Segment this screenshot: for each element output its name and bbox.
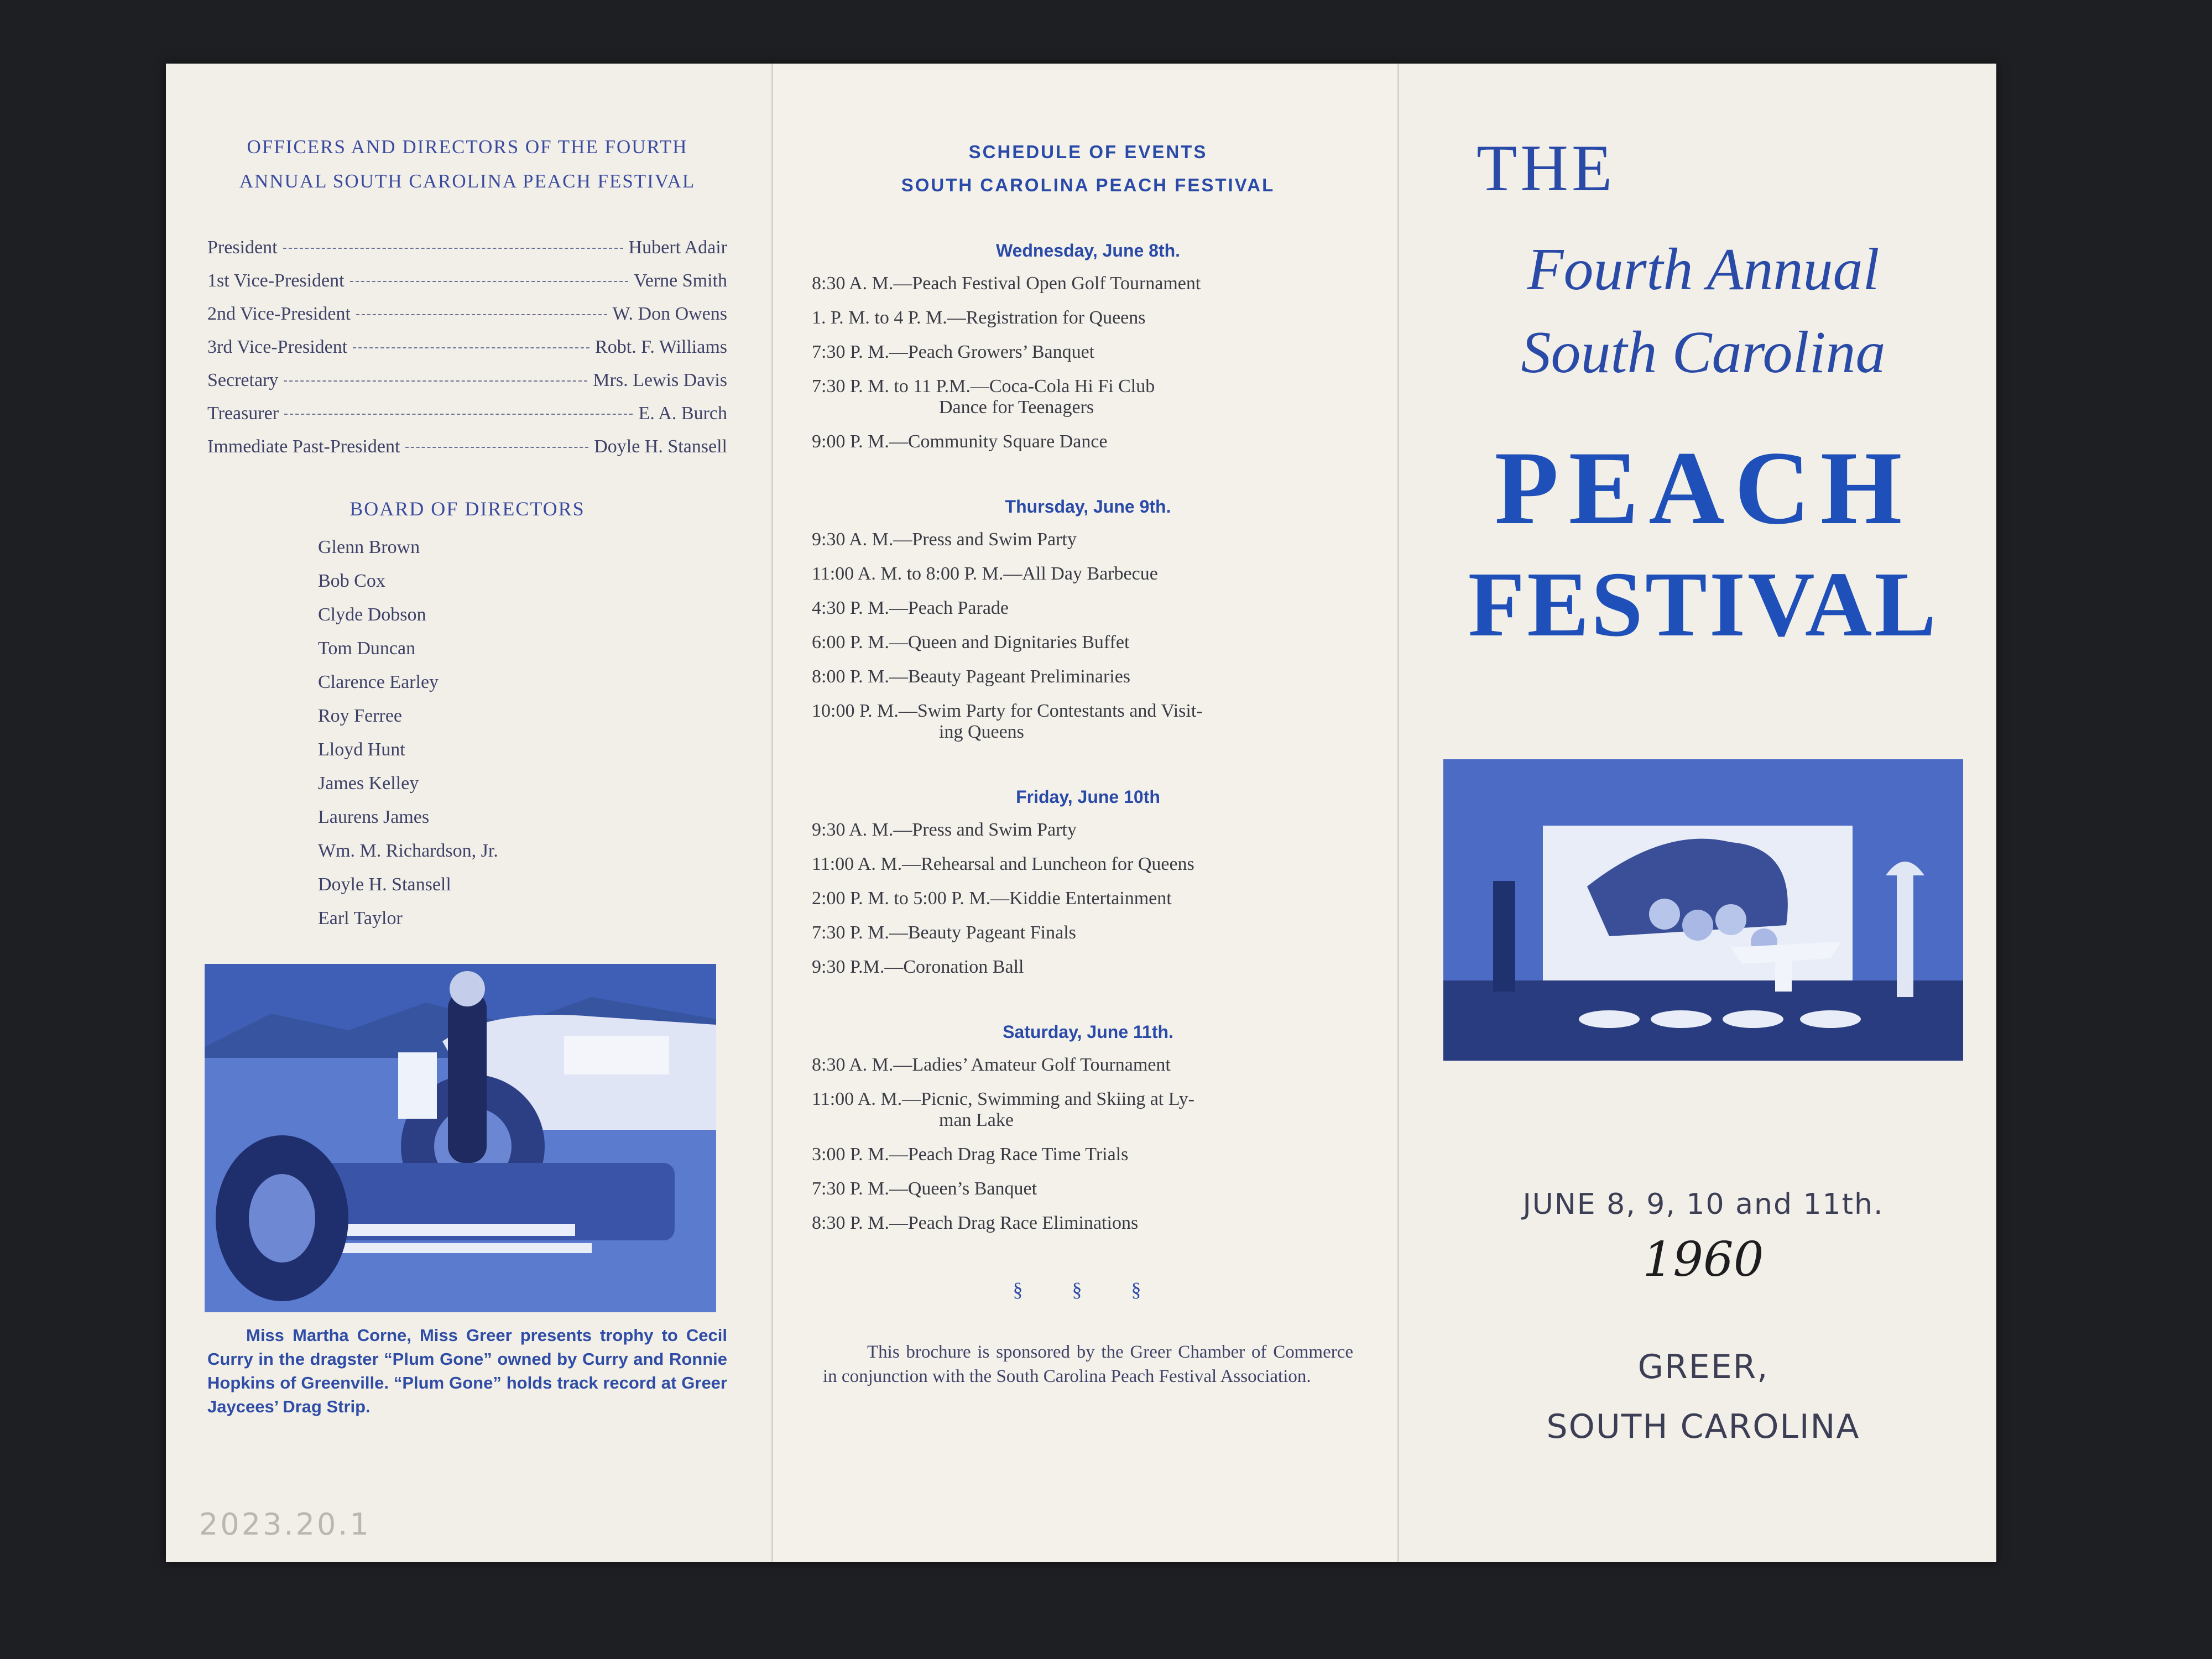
schedule-event [812, 342, 1364, 363]
officer-row [207, 304, 727, 337]
officer-row [207, 237, 727, 270]
officer-row [207, 270, 727, 304]
event-text: 7:30 P. M.—Peach Growers’ Banquet [812, 342, 1095, 362]
board-member: Laurens James [318, 807, 430, 827]
event-text: 9:30 P.M.—Coronation Ball [812, 957, 1024, 977]
officer-name: E. A. Burch [638, 403, 727, 424]
event-text: 9:30 A. M.—Press and Swim Party [812, 529, 1077, 550]
leader-dots [284, 414, 633, 415]
leader-dots [283, 248, 623, 249]
cover-peach: PEACH [1494, 430, 1912, 546]
sponsor-note: This brochure is sponsored by the Greer Chamber of Commerce in conjunction with the South Carolina Peach Festival Association. [823, 1342, 1353, 1386]
board-member: Clyde Dobson [318, 604, 426, 625]
schedule-event [812, 666, 1364, 687]
officer-name: Hubert Adair [628, 237, 727, 258]
officer-role: President [207, 237, 278, 258]
schedule-event [812, 529, 1364, 550]
schedule-event [812, 1144, 1364, 1165]
event-text-continued: Dance for Teenagers [939, 397, 1094, 418]
officer-role: Immediate Past-President [207, 436, 400, 457]
leader-dots [284, 380, 587, 382]
event-text: 11:00 A. M.—Rehearsal and Luncheon for Queens [812, 854, 1194, 874]
officer-role: Treasurer [207, 403, 279, 424]
officers-heading [207, 130, 727, 199]
schedule-event [812, 922, 1364, 943]
schedule-event [812, 701, 1364, 743]
event-text-continued: man Lake [939, 1110, 1014, 1130]
accession-number: 2023.20.1 [199, 1507, 371, 1542]
festival-dates: JUNE 8, 9, 10 and 11th. [1522, 1188, 1884, 1221]
schedule-day [812, 1022, 1364, 1234]
peach-festival-brochure [166, 64, 1996, 1562]
event-text: 9:30 A. M.—Press and Swim Party [812, 820, 1077, 840]
officer-row [207, 403, 727, 436]
event-text: 2:00 P. M. to 5:00 P. M.—Kiddie Entertainment [812, 888, 1172, 909]
schedule-day [812, 497, 1364, 743]
event-text: 6:00 P. M.—Queen and Dignitaries Buffet [812, 632, 1130, 653]
officer-role: 1st Vice-President [207, 270, 345, 291]
event-text: 8:00 P. M.—Beauty Pageant Preliminaries [812, 666, 1131, 687]
event-text: 8:30 A. M.—Ladies’ Amateur Golf Tournament [812, 1055, 1171, 1075]
officer-name: Mrs. Lewis Davis [593, 370, 727, 390]
schedule-event [812, 273, 1364, 294]
cover-line2: South Carolina [1521, 320, 1886, 385]
trophy-photo-illustration [1443, 759, 1963, 1061]
event-text-continued: ing Queens [939, 722, 1024, 742]
schedule-event [812, 632, 1364, 653]
officers-list [207, 237, 727, 469]
schedule-event [812, 1055, 1364, 1076]
event-text: 7:30 P. M.—Beauty Pageant Finals [812, 922, 1076, 943]
event-text: 7:30 P. M.—Queen’s Banquet [812, 1178, 1037, 1199]
schedule-event [812, 598, 1364, 619]
event-text: 1. P. M. to 4 P. M.—Registration for Queens [812, 307, 1146, 328]
officer-row [207, 337, 727, 370]
officer-row [207, 370, 727, 403]
officer-name: Doyle H. Stansell [594, 436, 727, 457]
board-member: Bob Cox [318, 571, 385, 591]
leader-dots [356, 314, 607, 315]
officer-role: 3rd Vice-President [207, 337, 348, 357]
schedule-event [812, 376, 1364, 418]
photo-caption: Miss Martha Corne, Miss Greer presents trophy to Cecil Curry in the dragster “Plum Gone” owned by Curry and Ronnie Hopkins of Greenville. “Plum Gone” holds track record at Greer Jaycees’ Drag Strip. [207, 1326, 727, 1416]
board-member: Clarence Earley [318, 672, 439, 692]
schedule-event [812, 431, 1364, 452]
event-text: 8:30 P. M.—Peach Drag Race Eliminations [812, 1213, 1139, 1233]
event-text: 9:00 P. M.—Community Square Dance [812, 431, 1108, 452]
schedule-event [812, 307, 1364, 328]
cover-the: THE [1477, 131, 1616, 205]
schedule-event [812, 820, 1364, 841]
day-title: Thursday, June 9th. [1005, 497, 1171, 517]
event-text: 7:30 P. M. to 11 P.M.—Coca-Cola Hi Fi Club [812, 376, 1155, 397]
handwritten-year: 1960 [1642, 1232, 1764, 1287]
officer-role: 2nd Vice-President [207, 304, 351, 324]
dragster-photo-illustration [205, 964, 716, 1312]
day-title: Wednesday, June 8th. [995, 241, 1181, 260]
schedule-day [812, 241, 1364, 452]
officer-name: W. Don Owens [612, 304, 727, 324]
event-text: 10:00 P. M.—Swim Party for Contestants and Visit- [812, 701, 1203, 721]
location-line2: SOUTH CAROLINA [1546, 1407, 1860, 1446]
officers-heading-line1: OFFICERS AND DIRECTORS OF THE FOURTH [247, 136, 688, 158]
location-line1: GREER, [1637, 1348, 1769, 1386]
schedule-event [812, 1089, 1364, 1131]
board-heading: BOARD OF DIRECTORS [349, 498, 585, 520]
event-text: 8:30 A. M.—Peach Festival Open Golf Tournament [812, 273, 1201, 294]
schedule-days [812, 241, 1364, 1234]
dragster-photo [205, 964, 716, 1312]
board-member: Earl Taylor [318, 908, 403, 928]
officer-role: Secretary [207, 370, 279, 390]
event-text: 11:00 A. M. to 8:00 P. M.—All Day Barbecue [812, 564, 1158, 584]
day-title: Friday, June 10th [1016, 787, 1160, 807]
board-list [207, 537, 727, 942]
officer-name: Verne Smith [633, 270, 727, 291]
festival-location [1443, 1337, 1963, 1457]
board-member: Glenn Brown [318, 537, 420, 557]
event-text: 4:30 P. M.—Peach Parade [812, 598, 1009, 618]
trophy-photo [1443, 759, 1963, 1061]
schedule-day [812, 787, 1364, 978]
schedule-event [812, 854, 1364, 875]
board-member: Tom Duncan [318, 638, 416, 659]
officer-name: Robt. F. Williams [595, 337, 727, 357]
board-member: James Kelley [318, 773, 419, 794]
schedule-event [812, 1178, 1364, 1199]
schedule-heading-line2: SOUTH CAROLINA PEACH FESTIVAL [901, 175, 1275, 195]
board-member: Roy Ferree [318, 706, 403, 726]
schedule-panel [771, 64, 1399, 1562]
board-member: Doyle H. Stansell [318, 874, 451, 895]
schedule-heading-line1: SCHEDULE OF EVENTS [968, 142, 1208, 162]
schedule-event [812, 888, 1364, 909]
officer-row [207, 436, 727, 469]
officers-panel [166, 64, 771, 1562]
cover-panel [1399, 64, 1996, 1562]
cover-festival: FESTIVAL [1468, 553, 1939, 656]
schedule-heading [812, 135, 1364, 202]
leader-dots [353, 347, 589, 348]
officers-heading-line2: ANNUAL SOUTH CAROLINA PEACH FESTIVAL [239, 170, 696, 192]
schedule-event [812, 564, 1364, 585]
ornament-divider: § § § [1013, 1279, 1164, 1301]
schedule-event [812, 1213, 1364, 1234]
event-text: 3:00 P. M.—Peach Drag Race Time Trials [812, 1144, 1129, 1165]
day-title: Saturday, June 11th. [1003, 1022, 1173, 1042]
event-text: 11:00 A. M.—Picnic, Swimming and Skiing at Ly- [812, 1089, 1194, 1109]
leader-dots [350, 281, 628, 282]
schedule-event [812, 957, 1364, 978]
leader-dots [405, 447, 588, 448]
board-member: Wm. M. Richardson, Jr. [318, 841, 498, 861]
cover-line1: Fourth Annual [1527, 237, 1880, 302]
board-member: Lloyd Hunt [318, 739, 405, 760]
